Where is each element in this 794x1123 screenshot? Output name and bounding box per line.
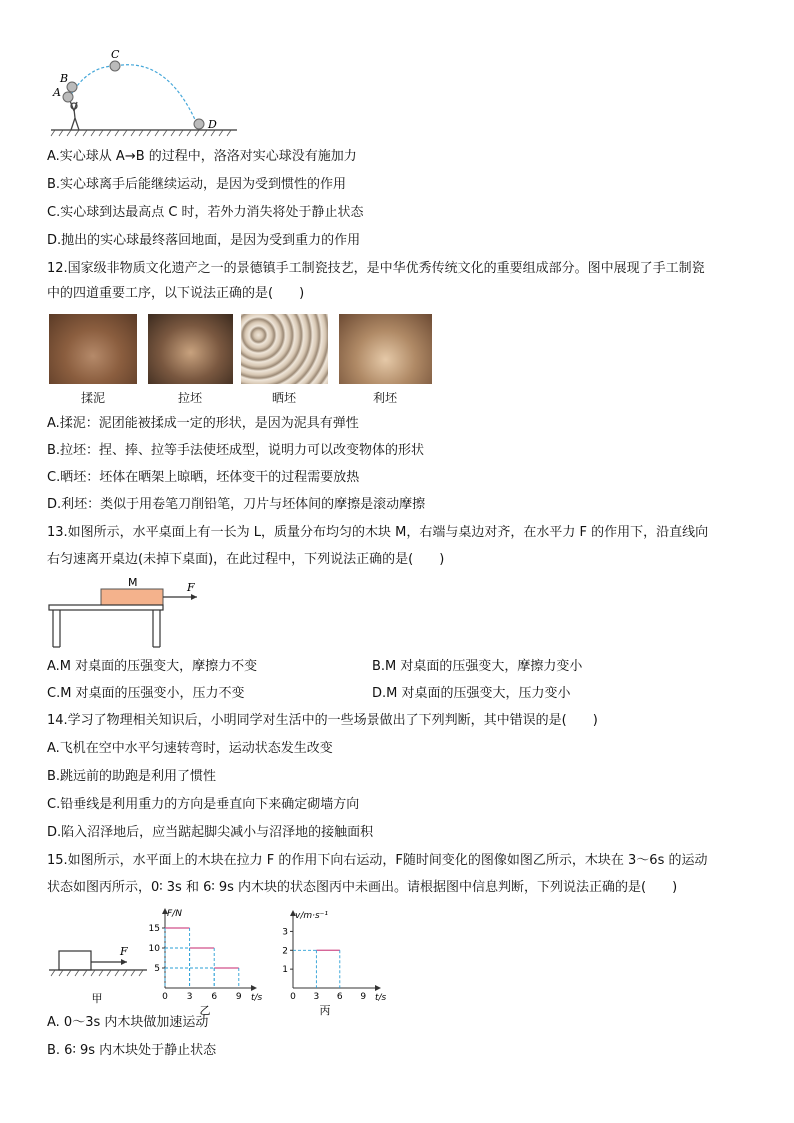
label-jia: 甲 xyxy=(91,992,103,1005)
q12-option-d[interactable]: D.利坯：类似于用卷笔刀削铅笔，刀片与坯体间的摩擦是滚动摩擦 xyxy=(47,497,426,512)
force-label: F xyxy=(187,581,195,594)
x-tick-label: 6 xyxy=(211,992,218,1002)
caption-throwing: 拉坯 xyxy=(177,391,202,405)
block xyxy=(59,951,91,970)
photo-kneading xyxy=(49,314,137,384)
q15-option-a[interactable]: A. 0～3s 内木块做加速运动 xyxy=(47,1015,209,1030)
label-yi: 乙 xyxy=(199,1004,211,1017)
q13-stem-line-1: 13.如图所示，水平桌面上有一长为 L，质量分布均匀的木块 M，右端与桌边对齐，在水平力 F 的作用下，沿直线向 xyxy=(47,525,709,540)
q11-trajectory-figure xyxy=(47,46,247,138)
q14-option-b[interactable]: B.跳远前的助跑是利用了惯性 xyxy=(47,769,217,784)
q14-option-d[interactable]: D.陷入沼泽地后，应当踮起脚尖减小与沼泽地的接触面积 xyxy=(47,825,374,840)
q12-stem-line-2: 中的四道重要工序，以下说法正确的是( ) xyxy=(47,286,305,301)
photo-drying xyxy=(241,314,328,384)
y-axis-label: v/m·s⁻¹ xyxy=(295,911,329,921)
photo-trimming xyxy=(339,314,432,384)
block-label: M xyxy=(128,576,138,589)
x-axis-label: t/s xyxy=(375,993,387,1003)
x-axis-arrow xyxy=(251,985,257,991)
caption-drying: 晒坯 xyxy=(271,391,296,405)
x-tick-label: 9 xyxy=(360,992,367,1002)
label-a: A xyxy=(53,86,61,99)
q12-option-c[interactable]: C.晒坯：坯体在晒架上晾晒，坯体变干的过程需要放热 xyxy=(47,470,360,485)
caption-trimming: 利坯 xyxy=(372,391,397,405)
force-label-f: F xyxy=(120,945,128,958)
q13-option-a[interactable]: A.M 对桌面的压强变大，摩擦力不变 xyxy=(47,659,258,674)
caption-kneading: 揉泥 xyxy=(80,391,105,405)
q14-option-c[interactable]: C.铅垂线是利用重力的方向是垂直向下来确定砌墙方向 xyxy=(47,797,360,812)
q12-option-a[interactable]: A.揉泥：泥团能被揉成一定的形状，是因为泥具有弹性 xyxy=(47,416,359,431)
q13-stem-line-2: 右匀速离开桌边(未掉下桌面)，在此过程中，下列说法正确的是( ) xyxy=(47,552,445,567)
y-tick-label: 5 xyxy=(154,964,160,974)
y-tick-label: 2 xyxy=(282,946,288,957)
q15-option-b[interactable]: B. 6∶ 9s 内木块处于静止状态 xyxy=(47,1043,217,1058)
x-tick-label: 3 xyxy=(313,992,320,1002)
q13-table-figure xyxy=(47,575,217,650)
label-c: C xyxy=(111,48,120,61)
x-tick-label: 9 xyxy=(235,992,242,1002)
q12-option-b[interactable]: B.拉坯：捏、捧、拉等手法使坯成型，说明力可以改变物体的形状 xyxy=(47,443,425,458)
q15-chart-velocity xyxy=(277,900,387,1018)
x-tick-label: 0 xyxy=(290,992,296,1002)
x-tick-label: 3 xyxy=(186,992,193,1002)
y-tick-label: 1 xyxy=(282,965,288,976)
q14-stem: 14.学习了物理相关知识后，小明同学对生活中的一些场景做出了下列判断，其中错误的是( ) xyxy=(47,713,598,728)
label-bing: 丙 xyxy=(319,1004,331,1017)
q12-stem-line-1: 12.国家级非物质文化遗产之一的景德镇手工制瓷技艺，是中华优秀传统文化的重要组成部分。图中展现了手工制瓷 xyxy=(47,261,705,276)
x-tick-label: 6 xyxy=(336,992,343,1002)
photo-throwing xyxy=(148,314,233,384)
x-tick-label: 0 xyxy=(162,992,168,1002)
y-tick-label: 15 xyxy=(148,924,160,934)
q11-option-c[interactable]: C.实心球到达最高点 C 时，若外力消失将处于静止状态 xyxy=(47,205,364,220)
q14-option-a[interactable]: A.飞机在空中水平匀速转弯时，运动状态发生改变 xyxy=(47,741,333,756)
y-axis-label: F/N xyxy=(167,909,182,919)
wooden-block xyxy=(101,589,163,605)
thrower-figure xyxy=(69,98,79,130)
x-axis-label: t/s xyxy=(251,993,263,1003)
q13-option-b[interactable]: B.M 对桌面的压强变大，摩擦力变小 xyxy=(372,659,583,674)
label-b: B xyxy=(60,72,69,85)
q15-stem-line-2: 状态如图丙所示，0∶ 3s 和 6∶ 9s 内木块的状态图丙中未画出。请根据图中信息判断，下列说法正确的是( ) xyxy=(47,880,678,895)
q13-option-c[interactable]: C.M 对桌面的压强变小，压力不变 xyxy=(47,686,245,701)
label-d: D xyxy=(208,118,217,131)
q13-option-d[interactable]: D.M 对桌面的压强变大，压力变小 xyxy=(372,686,571,701)
x-axis-arrow xyxy=(375,985,381,991)
y-tick-label: 3 xyxy=(282,927,288,938)
q11-option-a[interactable]: A.实心球从 A→B 的过程中，洛洛对实心球没有施加力 xyxy=(47,149,357,164)
y-tick-label: 10 xyxy=(148,944,160,954)
q11-option-d[interactable]: D.抛出的实心球最终落回地面，是因为受到重力的作用 xyxy=(47,233,361,248)
q11-option-b[interactable]: B.实心球离手后能继续运动，是因为受到惯性的作用 xyxy=(47,177,347,192)
q15-chart-force xyxy=(147,900,267,1018)
q15-fig-jia xyxy=(47,940,157,1010)
q15-stem-line-1: 15.如图所示，水平面上的木块在拉力 F 的作用下向右运动，F随时间变化的图像如图乙所示，木块在 3～6s 的运动 xyxy=(47,853,708,868)
